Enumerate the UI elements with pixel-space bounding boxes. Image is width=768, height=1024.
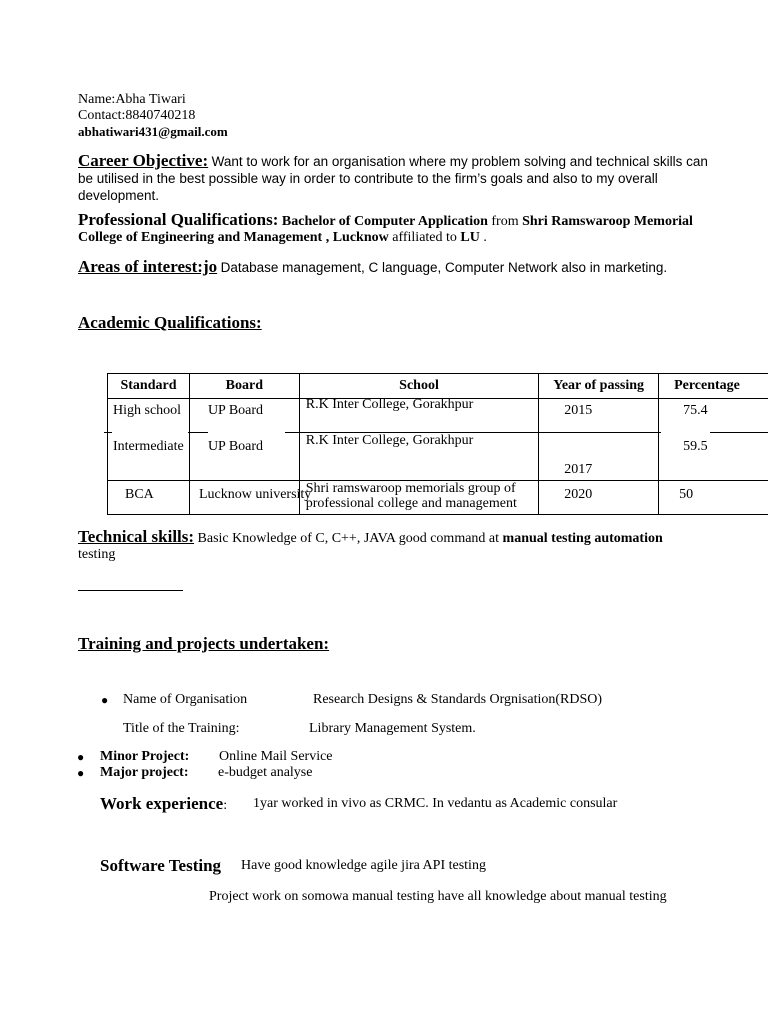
percentage-cell xyxy=(659,399,768,481)
board-value: UP Board xyxy=(207,439,264,454)
professional-from: from xyxy=(491,214,519,229)
bullet-icon: ● xyxy=(101,693,109,707)
minor-project-label: Minor Project: xyxy=(100,749,190,764)
training-title-label: Title of the Training: xyxy=(123,721,240,736)
org-value: Research Designs & Standards Orgnisation(RDSO) xyxy=(313,692,603,707)
table-divider xyxy=(710,432,768,433)
year-value: 2020 xyxy=(564,487,593,502)
professional-affiliated: affiliated to xyxy=(392,230,457,245)
school-cell xyxy=(299,481,539,515)
career-objective-text: Want to work for an organisation where my problem solving and technical skills can be utilised in the best possible way in order to contribute to the firm’s goals and also to my overall development. xyxy=(78,154,708,203)
career-objective-label: Career Objective: xyxy=(78,151,209,170)
standard-value: BCA xyxy=(125,487,154,502)
standard-value: High school xyxy=(113,403,182,418)
school-cell xyxy=(299,399,539,481)
header-standard: Standard xyxy=(108,374,190,399)
technical-text: Basic Knowledge of C, C++, JAVA good command at xyxy=(197,531,500,546)
board-value: UP Board xyxy=(207,403,264,418)
year-value: 2015 xyxy=(564,403,593,418)
professional-college: Shri Ramswaroop Memorial College of Engineering and Management , Lucknow xyxy=(78,214,693,245)
year-cell xyxy=(539,481,659,515)
professional-end: . xyxy=(483,230,487,245)
percentage-value: 75.4 xyxy=(683,403,708,418)
standard-value: Intermediate xyxy=(113,439,184,454)
major-project-value: e-budget analyse xyxy=(218,765,313,780)
contact-line: Contact:8840740218 xyxy=(78,108,196,123)
table-divider xyxy=(188,432,208,433)
table-divider xyxy=(104,432,112,433)
academic-title: Academic Qualifications: xyxy=(78,313,262,332)
year-value: 2017 xyxy=(564,462,593,477)
org-label: Name of Organisation xyxy=(123,692,248,707)
percentage-value: 59.5 xyxy=(683,439,708,454)
software-text: Have good knowledge agile jira API testing xyxy=(241,858,486,873)
school-value: Shri ramswaroop memorials group of professional college and management xyxy=(305,481,517,511)
header-percentage: Percentage xyxy=(659,374,768,399)
table-row xyxy=(108,481,768,515)
board-cell xyxy=(189,399,299,481)
career-objective xyxy=(78,153,718,205)
year-cell xyxy=(539,399,659,481)
training-title: Training and projects undertaken: xyxy=(78,634,330,653)
training-title-value: Library Management System. xyxy=(309,721,476,736)
software-line2: Project work on somowa manual testing have all knowledge about manual testing xyxy=(209,889,667,904)
interest-text: Database management, C language, Computer Network also in marketing. xyxy=(220,260,668,275)
school-value: R.K Inter College, Gorakhpur xyxy=(305,397,474,412)
standard-cell xyxy=(108,399,190,481)
bullet-icon: ● xyxy=(77,750,85,764)
minor-project-value: Online Mail Service xyxy=(219,749,333,764)
technical-skills xyxy=(78,529,718,563)
name-line: Name:Abha Tiwari xyxy=(78,92,186,107)
professional-degree: Bachelor of Computer Application xyxy=(281,214,488,229)
technical-tail: testing xyxy=(78,547,116,562)
board-value: Lucknow university xyxy=(198,487,312,502)
technical-label: Technical skills: xyxy=(78,527,195,546)
email-line: abhatiwari431@gmail.com xyxy=(78,124,228,139)
bullet-icon: ● xyxy=(77,766,85,780)
school-value: R.K Inter College, Gorakhpur xyxy=(305,433,474,448)
work-experience xyxy=(100,794,227,814)
header-school: School xyxy=(299,374,539,399)
table-divider xyxy=(285,432,661,433)
academic-table xyxy=(107,373,768,515)
board-cell xyxy=(189,481,312,515)
software-label: Software Testing xyxy=(100,856,222,875)
interest-label: Areas of interest:jo xyxy=(78,257,218,276)
professional-qualifications xyxy=(78,212,698,246)
separator-line xyxy=(78,590,183,591)
areas-of-interest xyxy=(78,257,667,277)
table-header-row xyxy=(108,374,768,399)
table-row xyxy=(108,399,768,481)
percentage-cell xyxy=(659,481,768,515)
standard-cell xyxy=(108,481,190,515)
header-year: Year of passing xyxy=(539,374,659,399)
work-label: Work experience xyxy=(100,794,224,813)
header-board: Board xyxy=(189,374,299,399)
technical-bold: manual testing automation xyxy=(502,531,663,546)
work-colon: : xyxy=(223,798,228,813)
professional-university: LU xyxy=(460,230,480,245)
major-project-label: Major project: xyxy=(100,765,189,780)
percentage-value: 50 xyxy=(679,487,694,502)
work-text: 1yar worked in vivo as CRMC. In vedantu as Academic consular xyxy=(253,796,618,811)
professional-label: Professional Qualifications: xyxy=(78,210,279,229)
